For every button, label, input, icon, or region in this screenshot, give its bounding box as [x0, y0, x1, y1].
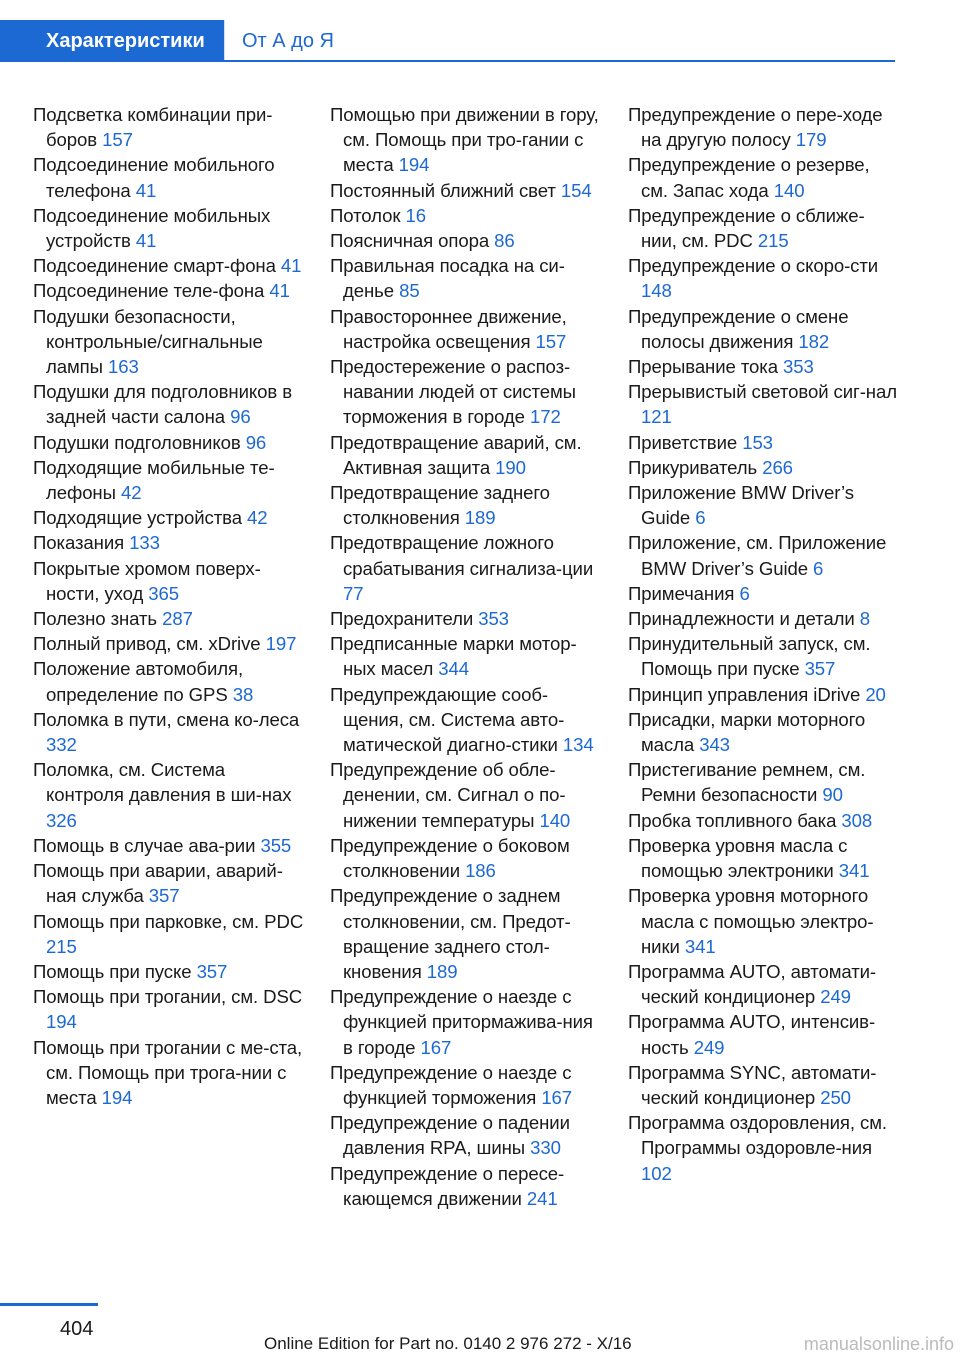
index-entry-text: Подсоединение смарт-фона	[33, 255, 276, 277]
index-entry	[33, 984, 305, 1034]
page-link[interactable]: 250	[820, 1086, 851, 1108]
index-entry-text: Подушки для подголовников в задней части салона	[33, 381, 292, 428]
index-entry-text: Подушки безопасности, контрольные/сигнальные лампы	[33, 305, 263, 378]
index-entry	[330, 631, 602, 681]
page-link[interactable]: 41	[135, 179, 157, 201]
page-link[interactable]: 157	[102, 129, 133, 151]
index-entry-text: Предостережение о распоз-навании людей от системы торможения в городе	[330, 356, 576, 428]
page-number-rule	[0, 1303, 98, 1306]
page-link[interactable]: 343	[699, 734, 730, 756]
index-entry-text: Предохранители	[330, 608, 474, 630]
page-link[interactable]: 140	[773, 179, 805, 201]
index-entry	[330, 354, 602, 430]
index-entry	[33, 505, 305, 530]
page-link[interactable]: 341	[838, 860, 870, 882]
index-entry-text: Помощь при трогании с ме-ста, см. Помощь при трога-нии с места	[33, 1036, 303, 1108]
page-link[interactable]: 287	[162, 608, 193, 630]
index-entry-text: Постоянный ближний свет	[330, 179, 556, 201]
page-link[interactable]: 194	[46, 1011, 77, 1033]
index-entry-text: Помощью при движении в гору, см. Помощь при тро-гании с места	[330, 104, 599, 176]
index-entry	[330, 606, 602, 631]
index-entry-text: Предотвращение аварий, см. Активная защита	[330, 431, 582, 478]
index-entry	[628, 1060, 900, 1110]
page-link[interactable]: 20	[865, 683, 886, 705]
index-entry-text: Подходящие устройства	[33, 507, 242, 529]
page-link[interactable]: 365	[148, 582, 180, 604]
index-entry-text: Примечания	[628, 582, 735, 604]
index-entry	[628, 203, 900, 253]
index-entry-text: Предупреждение о заднем столкновении, см. Предот-вращение заднего стол-кновения	[330, 885, 571, 982]
index-entry	[33, 455, 305, 505]
index-entry-text: Подсоединение мобильного телефона	[33, 154, 275, 201]
page-link[interactable]: 96	[245, 431, 267, 453]
index-entry	[330, 102, 602, 178]
index-entry-text: Программа SYNC, автомати-ческий кондиционер	[628, 1061, 877, 1108]
index-entry	[33, 152, 305, 202]
page-link[interactable]: 357	[196, 960, 228, 982]
index-entry	[628, 631, 900, 681]
index-entry	[330, 304, 602, 354]
index-entry-text: Приложение, см. Приложение BMW Driver’s Guide	[628, 532, 887, 579]
index-entry-text: Принадлежности и детали	[628, 608, 855, 630]
index-entry-text: Принцип управления iDrive	[628, 683, 861, 705]
page-link[interactable]: 8	[859, 608, 870, 630]
index-entry-text: Предупреждение о пересе-кающемся движении	[330, 1162, 565, 1209]
index-entry-text: Помощь при парковке, см. PDC	[33, 910, 304, 932]
page-link[interactable]: 121	[641, 406, 672, 428]
page-number: 404	[60, 1318, 94, 1340]
page-link[interactable]: 167	[420, 1036, 452, 1058]
index-entry	[330, 178, 602, 203]
index-entry	[33, 430, 305, 455]
index-entry	[628, 102, 900, 152]
index-entry	[628, 430, 900, 455]
index-entry	[330, 757, 602, 833]
index-entry	[33, 757, 305, 833]
index-entry	[628, 379, 900, 429]
index-entry-text: Предписанные марки мотор-ных масел	[330, 633, 577, 680]
index-entry-text: Проверка уровня масла с помощью электроники	[628, 834, 848, 882]
page-link[interactable]: 41	[269, 280, 290, 302]
page-link[interactable]: 189	[464, 507, 496, 529]
header-rule	[224, 60, 895, 62]
index-entry	[628, 480, 900, 530]
index-entry-text: Прерывание тока	[628, 356, 778, 378]
index-entry-text: Прикуриватель	[628, 456, 758, 478]
index-entry-text: Помощь при трогании, см. DSC	[33, 986, 303, 1008]
index-entry-text: Полный привод, см. xDrive	[33, 633, 261, 655]
index-entry-text: Предотвращение ложного срабатывания сигнализа-ции	[330, 532, 594, 579]
page-link[interactable]: 186	[465, 860, 496, 882]
index-entry	[33, 278, 305, 303]
index-entry	[330, 984, 602, 1060]
page-link[interactable]: 38	[232, 683, 254, 705]
page-link[interactable]: 42	[120, 482, 142, 504]
index-entry-text: Предупреждающие сооб-щения, см. Система авто-матической диагно-стики	[330, 683, 565, 756]
index-entry	[33, 606, 305, 631]
index-entry	[33, 909, 305, 959]
index-entry	[33, 631, 305, 656]
index-entry-text: Предупреждение о пере-ходе на другую полосу	[628, 104, 883, 151]
page-link[interactable]: 194	[101, 1086, 133, 1108]
index-entry-text: Предупреждение о наезде с функцией торможения	[330, 1061, 572, 1108]
index-entry	[33, 102, 305, 152]
index-entry-text: Подсветка комбинации при-боров	[33, 104, 273, 151]
page-link[interactable]: 41	[280, 255, 302, 277]
page-link[interactable]: 6	[813, 557, 824, 579]
page-link[interactable]: 190	[495, 456, 526, 478]
index-entry	[330, 203, 602, 228]
index-entry-text: Поясничная опора	[330, 230, 490, 252]
index-entry	[33, 253, 305, 278]
index-entry-text: Предотвращение заднего столкновения	[330, 482, 550, 529]
index-entry	[330, 530, 602, 606]
page-link[interactable]: 353	[478, 608, 509, 630]
index-entry-text: Присадки, марки моторного масла	[628, 708, 866, 756]
index-entry	[628, 808, 900, 833]
index-column-2	[330, 102, 602, 1211]
page-link[interactable]: 194	[398, 154, 430, 176]
index-entry	[330, 1060, 602, 1110]
page-link[interactable]: 182	[798, 330, 830, 352]
index-entry-text: Помощь при пуске	[33, 960, 192, 982]
index-entry-text: Предупреждение о резерве, см. Запас хода	[628, 154, 870, 201]
index-entry	[330, 430, 602, 480]
index-entry	[628, 682, 900, 707]
page-link[interactable]: 42	[247, 507, 268, 529]
index-entry-text: Предупреждение о наезде с функцией притормажива-ния в городе	[330, 986, 593, 1058]
page-link[interactable]: 16	[405, 204, 426, 226]
index-entry-text: Помощь при аварии, аварий-ная служба	[33, 860, 283, 907]
index-entry-text: Предупреждение о падении давления RPA, шины	[330, 1112, 570, 1159]
index-entry-text: Проверка уровня моторного масла с помощью электро-ники	[628, 885, 874, 957]
index-entry	[330, 682, 602, 758]
page-link[interactable]: 96	[230, 406, 251, 428]
index-entry-text: Программа AUTO, интенсив-ность	[628, 1011, 876, 1058]
tab-a-to-z[interactable]: От А до Я	[242, 30, 334, 52]
index-entry	[628, 253, 900, 303]
index-entry-text: Предупреждение об обле-денении, см. Сигнал о по-нижении температуры	[330, 759, 566, 831]
index-entry	[628, 833, 900, 883]
index-entry	[330, 228, 602, 253]
index-entry-text: Программа AUTO, автомати-ческий кондиционер	[628, 960, 876, 1008]
index-entry	[628, 959, 900, 1009]
page-link[interactable]: 172	[529, 406, 561, 428]
page-link[interactable]: 6	[739, 582, 750, 604]
index-column-3	[628, 102, 900, 1186]
index-entry-text: Предупреждение о боковом столкновении	[330, 834, 570, 882]
index-entry	[330, 1110, 602, 1160]
index-entry-text: Поломка, см. Система контроля давления в ши-нах	[33, 759, 292, 806]
index-entry-text: Положение автомобиля, определение по GPS	[33, 658, 244, 705]
index-entry-text: Полезно знать	[33, 608, 158, 630]
page-link[interactable]: 266	[762, 456, 793, 478]
edition-footer: Online Edition for Part no. 0140 2 976 272 - X/16	[264, 1334, 632, 1353]
index-entry-text: Принудительный запуск, см. Помощь при пуске	[628, 633, 871, 680]
page-link[interactable]: 357	[804, 658, 836, 680]
index-entry	[33, 556, 305, 606]
page-link[interactable]: 154	[560, 179, 592, 201]
index-entry	[330, 833, 602, 883]
page-link[interactable]: 197	[265, 633, 297, 655]
index-entry	[628, 530, 900, 580]
index-entry-text: Пристегивание ремнем, см. Ремни безопасности	[628, 759, 866, 806]
index-entry	[628, 757, 900, 807]
index-entry-text: Прерывистый световой сиг-нал	[628, 381, 897, 403]
page-link[interactable]: 249	[820, 986, 851, 1008]
header-tabs	[0, 20, 895, 62]
page-link[interactable]: 308	[841, 809, 873, 831]
page-link[interactable]: 241	[526, 1187, 558, 1209]
page-link[interactable]: 6	[695, 507, 706, 529]
index-entry-text: Подушки подголовников	[33, 431, 241, 453]
page-link[interactable]: 157	[535, 330, 567, 352]
index-entry	[628, 581, 900, 606]
page-link[interactable]: 86	[494, 230, 515, 252]
index-entry-text: Поломка в пути, смена ко-леса	[33, 708, 300, 730]
page-link[interactable]: 85	[399, 280, 420, 302]
page-link[interactable]: 41	[135, 230, 157, 252]
page-link[interactable]: 163	[108, 356, 139, 378]
index-entry	[33, 1035, 305, 1111]
index-entry	[628, 304, 900, 354]
index-entry	[628, 152, 900, 202]
page-link[interactable]: 344	[438, 658, 470, 680]
index-entry-text: Правильная посадка на си-денье	[330, 255, 565, 302]
page-link[interactable]: 332	[46, 734, 77, 756]
index-column-1	[33, 102, 305, 1110]
index-entry	[628, 1110, 900, 1186]
index-entry	[33, 379, 305, 429]
page-link[interactable]: 355	[260, 834, 292, 856]
tab-characteristics[interactable]: Характеристики	[0, 20, 224, 62]
page-link[interactable]: 215	[757, 230, 789, 252]
index-entry-text: Предупреждение о скоро-сти	[628, 255, 879, 277]
index-entry	[33, 203, 305, 253]
index-entry	[330, 480, 602, 530]
page-link[interactable]: 179	[795, 129, 827, 151]
page-link[interactable]: 353	[783, 356, 814, 378]
page-link[interactable]: 134	[562, 734, 594, 756]
index-entry-text: Правостороннее движение, настройка освещения	[330, 305, 567, 352]
index-entry	[628, 455, 900, 480]
index-entry-text: Подсоединение теле-фона	[33, 280, 265, 302]
page-link[interactable]: 189	[426, 960, 458, 982]
index-entry-text: Подсоединение мобильных устройств	[33, 204, 271, 252]
index-entry	[33, 530, 305, 555]
index-entry-text: Программа оздоровления, см. Программы оздоровле-ния	[628, 1112, 887, 1159]
page-link[interactable]: 77	[343, 582, 364, 604]
index-entry	[628, 707, 900, 757]
page-link[interactable]: 330	[530, 1137, 561, 1159]
watermark: manualsonline.info	[803, 1334, 954, 1354]
page-link[interactable]: 249	[693, 1036, 725, 1058]
page-link[interactable]: 148	[641, 280, 672, 302]
page-link[interactable]: 140	[539, 809, 571, 831]
index-entry-text: Пробка топливного бака	[628, 809, 837, 831]
index-entry-text: Потолок	[330, 204, 401, 226]
page-link[interactable]: 90	[822, 784, 843, 806]
index-entry-text: Приложение BMW Driver’s Guide	[628, 482, 854, 529]
index-entry-text: Подходящие мобильные те-лефоны	[33, 456, 275, 504]
page-link[interactable]: 102	[641, 1162, 672, 1184]
page-link[interactable]: 215	[46, 935, 77, 957]
index-entry	[33, 707, 305, 757]
index-entry-text: Приветствие	[628, 431, 738, 453]
index-entry	[628, 606, 900, 631]
index-entry-text: Помощь в случае ава-рии	[33, 834, 256, 856]
index-entry	[33, 304, 305, 380]
page-link[interactable]: 357	[148, 885, 180, 907]
page-link[interactable]: 153	[742, 431, 773, 453]
page-link[interactable]: 326	[46, 809, 77, 831]
index-entry	[33, 858, 305, 908]
index-entry	[628, 1009, 900, 1059]
index-entry	[33, 833, 305, 858]
index-entry	[33, 959, 305, 984]
index-entry-text: Предупреждение о смене полосы движения	[628, 305, 849, 352]
index-entry	[330, 1161, 602, 1211]
page-link[interactable]: 167	[541, 1086, 573, 1108]
page-link[interactable]: 133	[129, 532, 160, 554]
index-entry	[330, 883, 602, 984]
index-entry	[33, 656, 305, 706]
index-entry-text: Покрытые хромом поверх-ности, уход	[33, 557, 261, 604]
index-entry	[330, 253, 602, 303]
index-entry	[628, 883, 900, 959]
page-link[interactable]: 341	[684, 935, 716, 957]
index-entry	[628, 354, 900, 379]
index-entry-text: Показания	[33, 532, 125, 554]
index-entry-text: Предупреждение о сближе-нии, см. PDC	[628, 204, 865, 252]
